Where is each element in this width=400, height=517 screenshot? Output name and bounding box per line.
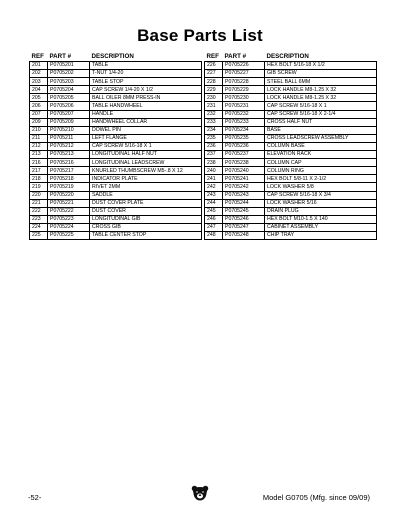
ref-cell: 207 — [30, 110, 48, 118]
table-row — [30, 62, 202, 70]
description-cell: HEX BOLT M10-1.5 X 140 — [265, 215, 377, 223]
table-row — [205, 62, 377, 70]
ref-cell: 228 — [205, 78, 223, 86]
page-number: -52- — [28, 493, 42, 502]
ref-cell: 204 — [30, 86, 48, 94]
part-number-cell: P0705222 — [48, 207, 90, 215]
part-number-cell: P0705244 — [223, 199, 265, 207]
part-number-cell: P0705220 — [48, 191, 90, 199]
ref-cell: 205 — [30, 94, 48, 102]
parts-table-left-body — [30, 62, 202, 240]
part-number-cell: P0705225 — [48, 231, 90, 239]
description-cell: CROSS HALF NUT — [265, 118, 377, 126]
ref-cell: 248 — [205, 231, 223, 239]
ref-cell: 232 — [205, 110, 223, 118]
description-cell: DRAIN PLUG — [265, 207, 377, 215]
table-row — [30, 207, 202, 215]
table-row — [205, 215, 377, 223]
ref-cell: 234 — [205, 126, 223, 134]
table-row — [205, 134, 377, 142]
table-row — [30, 167, 202, 175]
part-number-cell: P0705224 — [48, 223, 90, 231]
ref-column-header: REF — [206, 53, 219, 60]
ref-cell: 220 — [30, 191, 48, 199]
description-cell: COLUMN CAP — [265, 159, 377, 167]
part-number-cell: P0705204 — [48, 86, 90, 94]
table-row — [205, 102, 377, 110]
part-number-cell: P0705228 — [223, 78, 265, 86]
table-row — [205, 183, 377, 191]
part-number-cell: P0705217 — [48, 167, 90, 175]
part-number-cell: P0705218 — [48, 175, 90, 183]
part-number-cell: P0705206 — [48, 102, 90, 110]
table-row — [205, 142, 377, 150]
parts-table-right-body — [205, 62, 377, 240]
description-cell: HANDWHEEL COLLAR — [90, 118, 202, 126]
ref-cell: 224 — [30, 223, 48, 231]
part-number-cell: P0705212 — [48, 142, 90, 150]
part-number-cell: P0705231 — [223, 102, 265, 110]
description-cell: CHIP TRAY — [265, 231, 377, 239]
part-number-cell: P0705235 — [223, 134, 265, 142]
table-row — [205, 86, 377, 94]
table-row — [30, 102, 202, 110]
ref-cell: 226 — [205, 62, 223, 70]
table-row — [30, 118, 202, 126]
ref-cell: 212 — [30, 142, 48, 150]
page-title: Base Parts List — [137, 26, 263, 45]
description-cell: STEEL BALL 6MM — [265, 78, 377, 86]
description-cell: DOWEL PIN — [90, 126, 202, 134]
table-row — [205, 110, 377, 118]
description-cell: HANDLE — [90, 110, 202, 118]
description-cell: LONGITUDINAL HALF NUT — [90, 151, 202, 159]
ref-cell: 213 — [30, 151, 48, 159]
description-cell: LONGITUDINAL LEADSCREW — [90, 159, 202, 167]
table-row — [30, 142, 202, 150]
ref-cell: 219 — [30, 183, 48, 191]
description-cell: CAP SCREW 5/16-18 X 1 — [265, 102, 377, 110]
part-number-cell: P0705246 — [223, 215, 265, 223]
part-number-cell: P0705211 — [48, 134, 90, 142]
ref-cell: 237 — [205, 151, 223, 159]
part-number-cell: P0705236 — [223, 142, 265, 150]
ref-cell: 245 — [205, 207, 223, 215]
description-cell: CABINET ASSEMBLY — [265, 223, 377, 231]
ref-cell: 210 — [30, 126, 48, 134]
description-cell: TABLE CENTER STOP — [90, 231, 202, 239]
ref-cell: 225 — [30, 231, 48, 239]
ref-cell: 227 — [205, 70, 223, 78]
table-row — [30, 231, 202, 239]
part-number-cell: P0705210 — [48, 126, 90, 134]
ref-cell: 241 — [205, 175, 223, 183]
part-number-cell: P0705230 — [223, 94, 265, 102]
ref-cell: 244 — [205, 199, 223, 207]
part-number-cell: P0705227 — [223, 70, 265, 78]
table-row — [30, 126, 202, 134]
description-cell: COLUMN BASE — [265, 142, 377, 150]
ref-cell: 243 — [205, 191, 223, 199]
part-number-cell: P0705233 — [223, 118, 265, 126]
ref-cell: 235 — [205, 134, 223, 142]
part-number-cell: P0705247 — [223, 223, 265, 231]
part-number-cell: P0705223 — [48, 215, 90, 223]
table-row — [30, 215, 202, 223]
ref-cell: 211 — [30, 134, 48, 142]
table-row — [30, 159, 202, 167]
part-number-cell: P0705248 — [223, 231, 265, 239]
description-cell: LOCK HANDLE M8-1.25 X 32 — [265, 94, 377, 102]
ref-cell: 247 — [205, 223, 223, 231]
description-cell: CAP SCREW 5/16-18 X 2-1/4 — [265, 110, 377, 118]
description-column-header: DESCRIPTION — [91, 53, 134, 60]
ref-cell: 206 — [30, 102, 48, 110]
ref-cell: 209 — [30, 118, 48, 126]
table-header-row — [205, 53, 377, 62]
table-row — [30, 151, 202, 159]
ref-cell: 246 — [205, 215, 223, 223]
part-number-cell: P0705241 — [223, 175, 265, 183]
description-cell: TABLE HANDWHEEL — [90, 102, 202, 110]
part-number-cell: P0705207 — [48, 110, 90, 118]
description-cell: LOCK WASHER 5/16 — [265, 199, 377, 207]
bear-head-icon — [191, 485, 209, 501]
description-cell: RIVET 2MM — [90, 183, 202, 191]
part-number-cell: P0705232 — [223, 110, 265, 118]
table-row — [205, 126, 377, 134]
part-number-cell: P0705237 — [223, 151, 265, 159]
table-row — [205, 151, 377, 159]
table-row — [30, 94, 202, 102]
table-row — [205, 78, 377, 86]
part-number-cell: P0705243 — [223, 191, 265, 199]
ref-column-header: REF — [31, 53, 44, 60]
description-cell: LONGITUDINAL GIB — [90, 215, 202, 223]
table-row — [30, 110, 202, 118]
ref-cell: 238 — [205, 159, 223, 167]
table-row — [205, 118, 377, 126]
table-header-row — [30, 53, 202, 62]
description-cell: KNURLED THUMBSCREW M5-.8 X 12 — [90, 167, 202, 175]
part-number-cell: P0705205 — [48, 94, 90, 102]
table-row — [205, 175, 377, 183]
description-column-header: DESCRIPTION — [266, 53, 309, 60]
description-cell: ELEVATION RACK — [265, 151, 377, 159]
table-row — [205, 231, 377, 239]
part-number-cell: P0705209 — [48, 118, 90, 126]
ref-cell: 229 — [205, 86, 223, 94]
parts-table-right — [204, 53, 377, 240]
part-number-cell: P0705213 — [48, 151, 90, 159]
table-row — [30, 191, 202, 199]
table-row — [30, 183, 202, 191]
table-row — [205, 191, 377, 199]
ref-cell: 202 — [30, 70, 48, 78]
description-cell: LOCK HANDLE M8-1.25 X 32 — [265, 86, 377, 94]
description-cell: CROSS GIB — [90, 223, 202, 231]
ref-cell: 203 — [30, 78, 48, 86]
table-row — [30, 134, 202, 142]
ref-cell: 217 — [30, 167, 48, 175]
part-number-cell: P0705242 — [223, 183, 265, 191]
ref-cell: 222 — [30, 207, 48, 215]
table-row — [205, 199, 377, 207]
ref-cell: 230 — [205, 94, 223, 102]
ref-cell: 242 — [205, 183, 223, 191]
part-number-cell: P0705201 — [48, 62, 90, 70]
table-row — [30, 175, 202, 183]
description-cell: DUST COVER PLATE — [90, 199, 202, 207]
table-row — [30, 86, 202, 94]
description-cell: CAP SCREW 5/16-18 X 3/4 — [265, 191, 377, 199]
model-info: Model G0705 (Mfg. since 09/09) — [262, 493, 370, 502]
part-number-cell: P0705219 — [48, 183, 90, 191]
description-cell: SADDLE — [90, 191, 202, 199]
ref-cell: 216 — [30, 159, 48, 167]
ref-cell: 221 — [30, 199, 48, 207]
description-cell: LEFT FLANGE — [90, 134, 202, 142]
ref-cell: 231 — [205, 102, 223, 110]
part-number-cell: P0705221 — [48, 199, 90, 207]
description-cell: DUST COVER — [90, 207, 202, 215]
description-cell: BALL OILER 8MM PRESS-IN — [90, 94, 202, 102]
part-number-cell: P0705202 — [48, 70, 90, 78]
part-number-cell: P0705229 — [223, 86, 265, 94]
table-row — [30, 199, 202, 207]
table-row — [205, 70, 377, 78]
description-cell: CAP SCREW 5/16-18 X 1 — [90, 142, 202, 150]
description-cell: CROSS LEADSCREW ASSEMBLY — [265, 134, 377, 142]
part-column-header: PART # — [49, 53, 72, 60]
table-row — [30, 78, 202, 86]
description-cell: T-NUT 1/4-20 — [90, 70, 202, 78]
part-number-cell: P0705226 — [223, 62, 265, 70]
ref-cell: 218 — [30, 175, 48, 183]
table-row — [30, 70, 202, 78]
part-number-cell: P0705216 — [48, 159, 90, 167]
ref-cell: 240 — [205, 167, 223, 175]
ref-cell: 236 — [205, 142, 223, 150]
table-row — [205, 94, 377, 102]
table-row — [205, 167, 377, 175]
ref-cell: 223 — [30, 215, 48, 223]
table-row — [205, 207, 377, 215]
description-cell: TABLE STOP — [90, 78, 202, 86]
description-cell: INDICATOR PLATE — [90, 175, 202, 183]
description-cell: COLUMN RING — [265, 167, 377, 175]
ref-cell: 201 — [30, 62, 48, 70]
table-row — [30, 223, 202, 231]
table-row — [205, 159, 377, 167]
table-row — [205, 223, 377, 231]
ref-cell: 233 — [205, 118, 223, 126]
description-cell: HEX BOLT 5/8-11 X 2-1/2 — [265, 175, 377, 183]
part-number-cell: P0705238 — [223, 159, 265, 167]
part-number-cell: P0705245 — [223, 207, 265, 215]
description-cell: TABLE — [90, 62, 202, 70]
parts-table-left — [29, 53, 202, 240]
description-cell: GIB SCREW — [265, 70, 377, 78]
description-cell: HEX BOLT 5/16-18 X 1/2 — [265, 62, 377, 70]
part-column-header: PART # — [224, 53, 247, 60]
description-cell: CAP SCREW 1/4-20 X 1/2 — [90, 86, 202, 94]
part-number-cell: P0705234 — [223, 126, 265, 134]
part-number-cell: P0705203 — [48, 78, 90, 86]
part-number-cell: P0705240 — [223, 167, 265, 175]
description-cell: LOCK WASHER 5/8 — [265, 183, 377, 191]
description-cell: BASE — [265, 126, 377, 134]
